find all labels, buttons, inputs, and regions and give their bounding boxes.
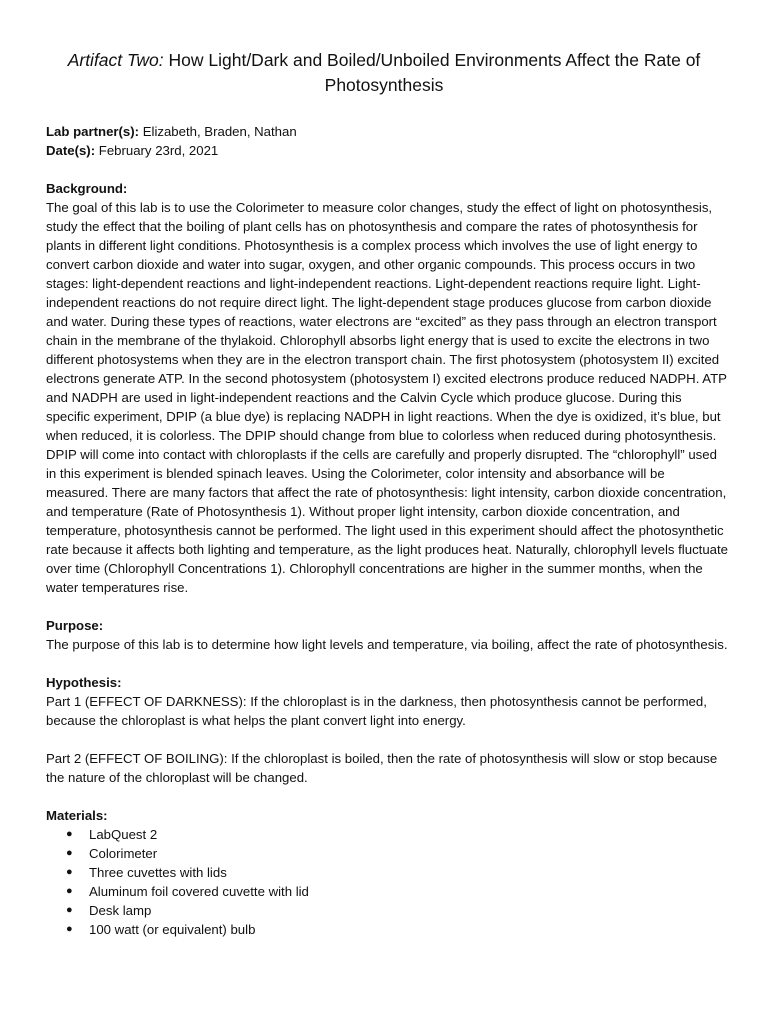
materials-heading: Materials: xyxy=(46,808,108,823)
document-title xyxy=(30,48,738,98)
hypothesis-heading: Hypothesis: xyxy=(46,675,122,690)
materials-list xyxy=(46,825,728,939)
materials-item xyxy=(46,863,728,882)
title-artifact-label: Artifact Two: xyxy=(67,50,164,70)
background-text: The goal of this lab is to use the Colorimeter to measure color changes, study the effect of light on photosynthesis, study the effect that the boiling of plant cells has on photosynthesis and compare the rates of photosynthesis for plants in different light conditions. Photosynthesis is a complex process which involves the use of light energy to convert carbon dioxide and water into sugar, oxygen, and other organic compounds. This process occurs in two stages: light-dependent reactions and light-independent reactions. Light-dependent reactions require light. Light-independent reactions do not require direct light. The light-dependent stage produces glucose from carbon dioxide and water. During these types of reactions, water electrons are “excited” as they pass through an electron transport chain in the membrane of the thylakoid. Chlorophyll absorbs light energy that is used to excite the electrons in two different photosystems when they are in the electron transport chain. The first photosystem (photosystem II) excited electrons generate ATP. In the second photosystem (photosystem I) excited electrons produce reduced NADPH. ATP and NADPH are used in light-independent reactions and the Calvin Cycle which produce glucose. During this specific experiment, DPIP (a blue dye) is replacing NADPH in light reactions. When the dye is oxidized, it’s blue, but when reduced, it is colorless. The DPIP should change from blue to colorless when reduced during photosynthesis. DPIP will come into contact with chloroplasts if the cells are carefully and properly disrupted. The “chlorophyll” used in this experiment is blended spinach leaves. Using the Colorimeter, color intensity and absorbance will be measured. There are many factors that affect the rate of photosynthesis: light intensity, carbon dioxide concentration, and temperature (Rate of Photosynthesis 1). Without proper light intensity, carbon dioxide concentration, and temperature, photosynthesis cannot be performed. The light used in this experiment should affect the photosynthetic rate because it affects both lighting and temperature, as the light produces heat. Naturally, chlorophyll levels fluctuate over time (Chlorophyll Concentrations 1). Chlorophyll concentrations are higher in the summer months, when the water temperatures rise. xyxy=(46,200,728,595)
dates-label: Date(s): xyxy=(46,143,96,158)
lab-partners-line xyxy=(46,122,728,141)
materials-item xyxy=(46,882,728,901)
bullet-icon: ● xyxy=(66,885,73,897)
dates-line xyxy=(46,141,728,160)
materials-item xyxy=(46,844,728,863)
bullet-icon: ● xyxy=(66,923,73,935)
purpose-heading: Purpose: xyxy=(46,618,104,633)
materials-item xyxy=(46,901,728,920)
lab-partners-value: Elizabeth, Braden, Nathan xyxy=(139,124,297,139)
background-heading: Background: xyxy=(46,181,128,196)
document-body xyxy=(46,122,728,939)
hypothesis-part2: Part 2 (EFFECT OF BOILING): If the chloroplast is boiled, then the rate of photosynthesis will slow or stop because the nature of the chloroplast will be changed. xyxy=(46,751,718,785)
bullet-icon: ● xyxy=(66,904,73,916)
bullet-icon: ● xyxy=(66,847,73,859)
bullet-icon: ● xyxy=(66,828,73,840)
materials-item-label: Three cuvettes with lids xyxy=(89,865,227,880)
materials-item-label: Aluminum foil covered cuvette with lid xyxy=(89,884,309,899)
materials-item-label: LabQuest 2 xyxy=(89,827,158,842)
purpose-text: The purpose of this lab is to determine how light levels and temperature, via boiling, affect the rate of photosynthesis. xyxy=(46,637,728,652)
materials-item-label: 100 watt (or equivalent) bulb xyxy=(89,922,256,937)
materials-item xyxy=(46,920,728,939)
materials-item xyxy=(46,825,728,844)
bullet-icon: ● xyxy=(66,866,73,878)
hypothesis-part1: Part 1 (EFFECT OF DARKNESS): If the chloroplast is in the darkness, then photosynthesis cannot be performed, because the chloroplast is what helps the plant convert light into energy. xyxy=(46,694,707,728)
materials-item-label: Colorimeter xyxy=(89,846,158,861)
materials-item-label: Desk lamp xyxy=(89,903,152,918)
dates-value: February 23rd, 2021 xyxy=(95,143,219,158)
lab-partners-label: Lab partner(s): xyxy=(46,124,140,139)
title-text: How Light/Dark and Boiled/Unboiled Environments Affect the Rate of Photosynthesis xyxy=(163,50,701,95)
